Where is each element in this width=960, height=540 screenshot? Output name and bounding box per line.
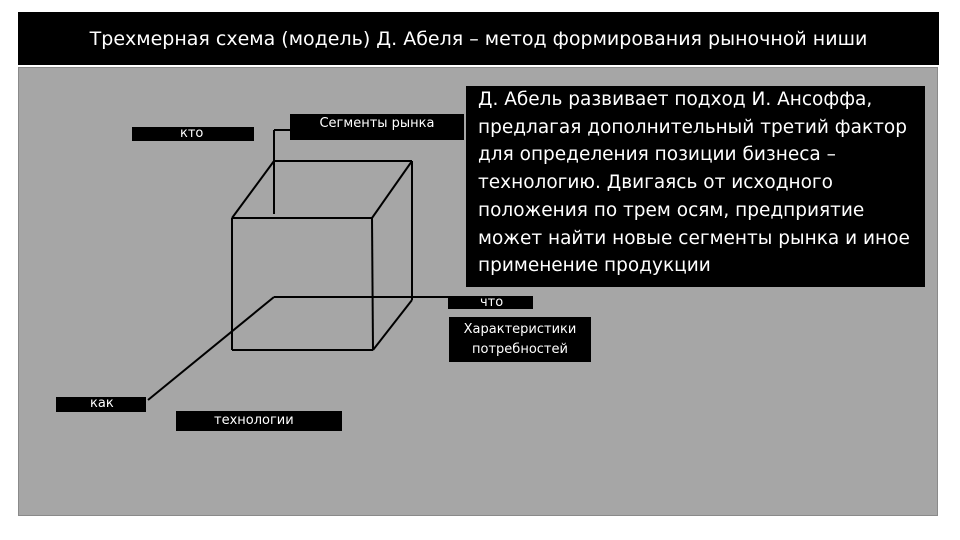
market-segments-label: Сегменты рынка — [290, 114, 464, 140]
kak-label: как — [56, 397, 146, 412]
description-text: Д. Абель развивает подход И. Ансоффа, предлагая дополнительный третий фактор для определения позиции бизнеса – технологию. Двигаясь от исходного положения по трем осям, предприятие может найти новые сегменты рынка и иное применение продукции — [478, 89, 910, 277]
front-cube-right-edge — [372, 218, 373, 350]
chto-label: что — [448, 296, 533, 309]
cube-top-right-diagonal — [372, 161, 412, 218]
cube-top-left-diagonal — [232, 161, 274, 218]
kto-label: кто — [132, 127, 254, 141]
need-characteristics-label: Характеристики потребностей — [449, 317, 591, 362]
slide-title-text: Трехмерная схема (модель) Д. Абеля – метод формирования рыночной ниши — [89, 27, 868, 50]
technologies-label: технологии — [176, 411, 342, 431]
cube-bottom-right-diagonal — [373, 300, 412, 350]
description-box — [466, 86, 925, 287]
diagonal-axis-line — [148, 297, 274, 400]
